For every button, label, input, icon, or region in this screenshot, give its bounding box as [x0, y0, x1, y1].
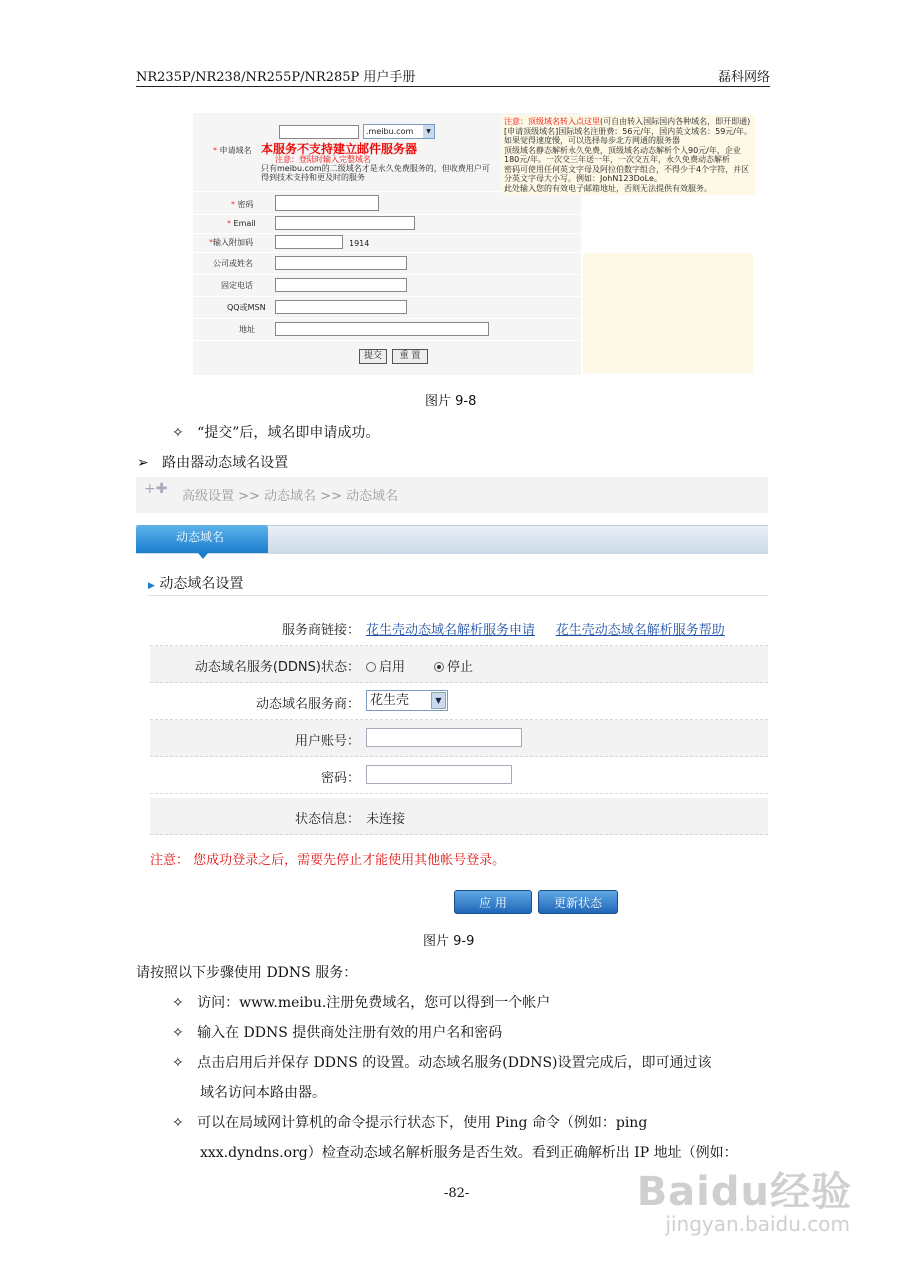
- figure-9-8-form: [193, 113, 755, 375]
- step-3-cont: 域名访问本路由器。: [200, 1085, 326, 1101]
- status-value: 未连接: [366, 812, 406, 827]
- password-row: [150, 757, 768, 794]
- step-2: ✧ 输入在 DDNS 提供商处注册有效的用户名和密码: [172, 1025, 503, 1041]
- note-1: 注意：顶级域名转入点这里(可自由转入国际国内各种域名，即开即通) [申请顶级域名]国际域名注册费：56元/年，国内英文域名：59元/年。如果觉得速度慢，可以选择每步北方网通的服务器: [504, 117, 752, 145]
- password-label: * 密码: [231, 200, 254, 209]
- diamond-bullet-icon: ✧: [172, 1025, 184, 1041]
- warn-title: 本服务不支持建立邮件服务器: [261, 142, 418, 156]
- provider-select[interactable]: 花生壳 ▼: [366, 690, 448, 711]
- code-input[interactable]: [275, 235, 343, 249]
- provider-link-label: 服务商链接：: [281, 623, 360, 638]
- breadcrumb-text: 高级设置 >> 动态域名 >> 动态域名: [182, 489, 399, 504]
- header-title: NR235P/NR238/NR255P/NR285P 用户手册: [136, 70, 416, 85]
- enable-radio[interactable]: 启用: [366, 660, 405, 675]
- domain-input[interactable]: [279, 125, 359, 139]
- note-3: 密码可使用任何英文字母及阿拉伯数字组合，不得少于4个字符，并区分英文字母大小写。例如：JohN123DoLe。: [504, 164, 750, 183]
- user-row: [150, 720, 768, 757]
- refresh-status-button[interactable]: 更新状态: [538, 890, 618, 914]
- buttons-row: [193, 341, 581, 376]
- chevron-down-icon: ▼: [423, 125, 434, 138]
- diamond-bullet-icon: ✧: [172, 1055, 184, 1071]
- notes-blank-panel: [583, 253, 753, 373]
- page-number: -82-: [444, 1186, 470, 1201]
- header-divider: [136, 86, 770, 87]
- step-4: ✧ 可以在局域网计算机的命令提示行状态下，使用 Ping 命令（例如：ping: [172, 1115, 648, 1131]
- section-router-ddns: ➢ 路由器动态域名设置: [137, 455, 289, 471]
- company-input[interactable]: [275, 256, 407, 270]
- baidu-watermark: Baidu经验: [636, 1169, 852, 1215]
- address-label: 地址: [239, 325, 255, 334]
- plus-icon: +✚: [144, 481, 168, 497]
- arrow-bullet-icon: ➢: [137, 455, 149, 471]
- qq-label: QQ或MSN: [227, 303, 266, 312]
- phone-input[interactable]: [275, 278, 407, 292]
- note-2: 顶级域名静态解析永久免费，顶级域名动态解析个人90元/年，企业180元/年。一次交三年送一年，一次交五年，永久免费动态解析: [504, 145, 741, 164]
- phone-label: 固定电话: [221, 281, 253, 290]
- provider-row: [150, 683, 768, 720]
- tab-pointer-icon: [198, 553, 208, 559]
- tab-ddns[interactable]: 动态域名: [136, 525, 268, 553]
- diamond-bullet-icon: ✧: [172, 1115, 184, 1131]
- figure-9-9-ddns-panel: [136, 477, 768, 920]
- section-divider: [148, 595, 768, 596]
- qq-input[interactable]: [275, 300, 407, 314]
- section-title: ▶ 动态域名设置: [148, 576, 244, 592]
- ddns-status-row: [150, 646, 768, 683]
- provider-link-row: [150, 609, 768, 646]
- diamond-bullet-icon: ✧: [172, 995, 184, 1011]
- status-row: [150, 798, 768, 835]
- stop-radio[interactable]: 停止: [434, 660, 473, 675]
- diamond-bullet-icon: ✧: [172, 425, 184, 441]
- email-input[interactable]: [275, 216, 415, 230]
- domain-label: * 申请域名: [213, 146, 252, 155]
- step-3: ✧ 点击启用后并保存 DDNS 的设置。动态域名服务(DDNS)设置完成后，即可通过该: [172, 1055, 712, 1071]
- provider-links: [366, 619, 725, 638]
- password-input[interactable]: [275, 195, 379, 211]
- caption-9-8: 图片 9-8: [425, 394, 477, 409]
- caret-right-icon: ▶: [148, 581, 155, 591]
- code-label: *输入附加码: [209, 238, 253, 247]
- breadcrumb: [136, 477, 768, 513]
- password-input[interactable]: [366, 765, 512, 784]
- warn-body: 只有meibu.com的二级域名才是永久免费服务的，但收费用户可得到技术支持和更及时的服务: [261, 164, 490, 182]
- login-warning: 注意： 您成功登录之后，需要先停止才能使用其他帐号登录。: [150, 853, 506, 868]
- user-label: 用户账号：: [294, 734, 360, 749]
- help-link[interactable]: 花生壳动态域名解析服务帮助: [555, 623, 725, 638]
- password-label: 密码：: [320, 771, 360, 786]
- help-notes: [501, 115, 755, 195]
- note-4: 此处输入您的有效电子邮箱地址，否则无法提供有效服务。: [504, 183, 712, 193]
- user-input[interactable]: [366, 728, 522, 747]
- caption-9-9: 图片 9-9: [423, 934, 475, 949]
- company-label: 公司或姓名: [213, 259, 253, 268]
- bullet-submit-done: ✧ “提交”后，域名即申请成功。: [172, 425, 380, 441]
- ddns-radio-group: [366, 656, 473, 675]
- header-company: 磊科网络: [717, 70, 770, 85]
- email-label: * Email: [227, 219, 256, 228]
- apply-button[interactable]: 应 用: [454, 890, 532, 914]
- status-label: 状态信息：: [294, 812, 360, 827]
- code-value: 1914: [349, 239, 370, 248]
- chevron-down-icon: ▼: [431, 692, 446, 709]
- step-1: ✧ 访问：www.meibu.注册免费域名，您可以得到一个帐户: [172, 995, 551, 1011]
- reset-button[interactable]: 重 置: [392, 349, 428, 364]
- submit-button[interactable]: 提交: [359, 349, 387, 364]
- baidu-watermark-url: jingyan.baidu.com: [665, 1212, 850, 1236]
- warn-sub: 注意：登陆时输入完整域名: [275, 155, 371, 164]
- step-4-cont: xxx.dyndns.org）检查动态域名解析服务是否生效。看到正确解析出 IP 地址（例如：: [200, 1145, 738, 1161]
- provider-label: 动态域名服务商：: [255, 697, 360, 712]
- domain-suffix-select[interactable]: .meibu.com ▼: [363, 124, 435, 139]
- address-input[interactable]: [275, 322, 489, 336]
- apply-link[interactable]: 花生壳动态域名解析服务申请: [366, 623, 536, 638]
- ddns-status-label: 动态域名服务(DDNS)状态：: [194, 660, 360, 675]
- intro-text: 请按照以下步骤使用 DDNS 服务：: [136, 965, 358, 981]
